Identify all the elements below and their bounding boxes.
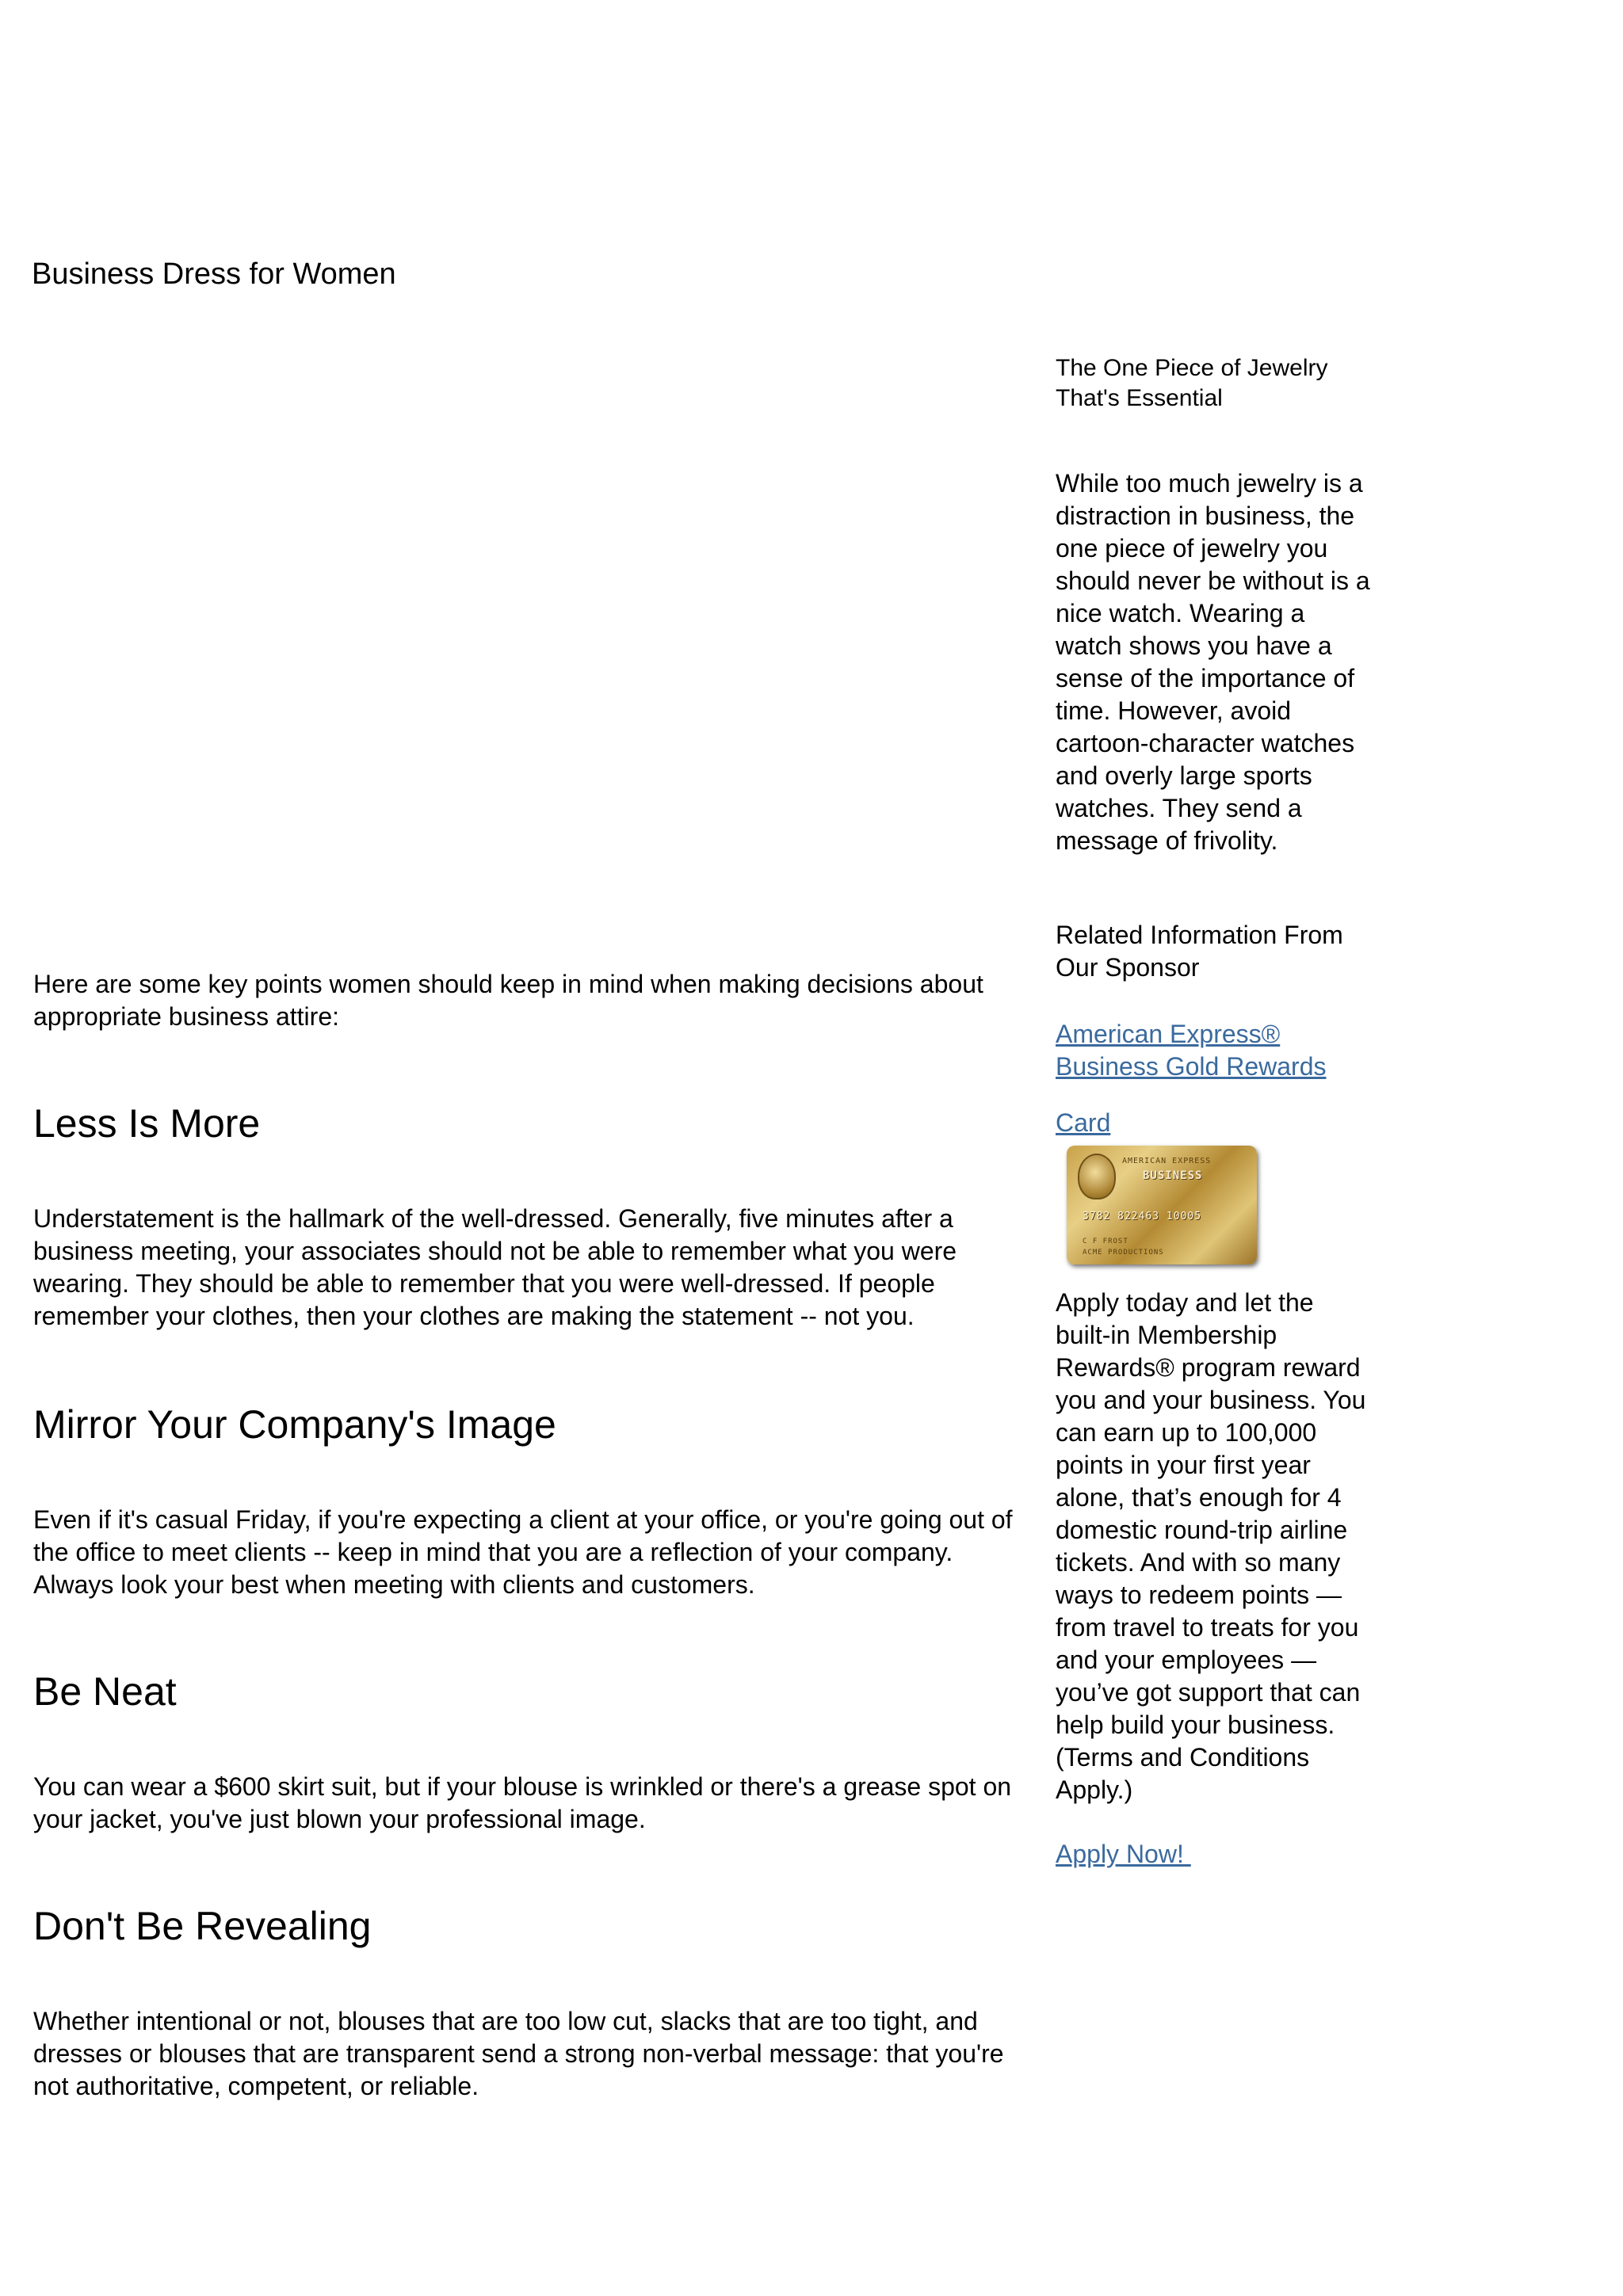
tip-heading: The One Piece of Jewelry That's Essential (1056, 355, 1328, 411)
sponsor-link-card[interactable] (1056, 1107, 1373, 1139)
apply-now-text: Apply Now! (1056, 1840, 1191, 1868)
section-body: Whether intentional or not, blouses that are too low cut, slacks that are too tight, and dresses or blouses that are transparent send a strong non-verbal message: that you're not authoritative, competent, or reliable. (33, 2007, 1004, 2100)
sponsor-heading: Related Information From Our Sponsor (1056, 921, 1343, 982)
sidebar (1056, 353, 1373, 1871)
amex-card-image[interactable] (1062, 1141, 1268, 1274)
section-heading: Be Neat (33, 1669, 177, 1714)
card-number-text: 3782 822463 10005 (1083, 1211, 1202, 1222)
section-heading: Mirror Your Company's Image (33, 1402, 556, 1447)
card-brand-text: AMERICAN EXPRESS (1122, 1157, 1212, 1165)
main-content (33, 968, 1032, 2103)
sponsor-link-text: Card (1056, 1108, 1111, 1137)
sponsor-body: Apply today and let the built-in Membership Rewards® program reward you and your business. You can earn up to 100,000 points in your first year alone, that’s enough for 4 domestic round-trip airline tickets. And with so many ways to redeem points — from travel to treats for you and your employees — you’ve got support that can help build your business. (Terms and Conditions Apply.) (1056, 1288, 1366, 1804)
tip-body: While too much jewelry is a distraction in business, the one piece of jewelry you should never be without is a nice watch. Wearing a watch shows you have a sense of the importance of time. However, avoid cartoon-character watches and overly large sports watches. They send a message of frivolity. (1056, 469, 1370, 855)
section-dont-be-revealing (33, 1902, 1032, 2103)
sponsor-link-text: American Express® Business Gold Rewards (1056, 1020, 1327, 1081)
section-heading: Don't Be Revealing (33, 1904, 372, 1948)
card-business-text: BUSINESS (1143, 1169, 1203, 1182)
credit-card-graphic (1067, 1146, 1257, 1264)
apply-now-link[interactable] (1056, 1838, 1373, 1871)
section-body: You can wear a $600 skirt suit, but if your blouse is wrinkled or there's a grease spot on your jacket, you've just blown your professional image. (33, 1772, 1012, 1833)
section-be-neat (33, 1668, 1032, 1836)
card-holder-text: C F FROST (1083, 1238, 1128, 1245)
card-company-text: ACME PRODUCTIONS (1083, 1249, 1164, 1257)
section-heading: Less Is More (33, 1101, 261, 1146)
section-mirror-company-image (33, 1401, 1032, 1601)
section-body: Even if it's casual Friday, if you're expecting a client at your office, or you're going out of the office to meet clients -- keep in mind that you are a reflection of your company. Always look your best when meeting with clients and customers. (33, 1505, 1013, 1599)
centurion-medallion-icon (1078, 1154, 1116, 1199)
intro-paragraph: Here are some key points women should keep in mind when making decisions about appropriate business attire: (33, 970, 983, 1031)
sponsor-link[interactable] (1056, 1018, 1373, 1083)
page-title: Business Dress for Women (32, 257, 396, 291)
section-body: Understatement is the hallmark of the well-dressed. Generally, five minutes after a business meeting, your associates should not be able to remember what you were wearing. They should be able to remember that you were well-dressed. If people remember your clothes, then your clothes are making the statement -- not you. (33, 1204, 957, 1330)
section-less-is-more (33, 1100, 1032, 1333)
